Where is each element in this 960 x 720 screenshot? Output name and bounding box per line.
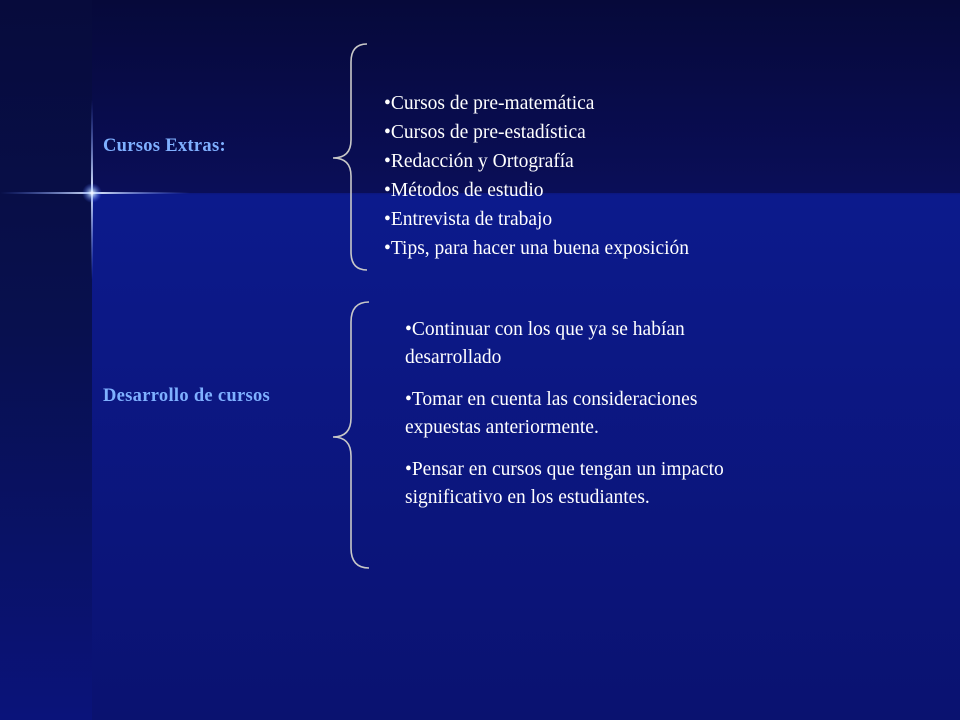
brace-2: [325, 298, 375, 573]
extra-courses-list: [384, 89, 689, 263]
brace-1: [325, 40, 375, 275]
list-item: •Cursos de pre-matemática: [384, 93, 595, 114]
list-item: •Tomar en cuenta las consideraciones expuestas anteriormente.: [405, 389, 698, 438]
heading-desarrollo-de-cursos: Desarrollo de cursos: [103, 386, 270, 406]
list-item: •Continuar con los que ya se habían desarrollado: [405, 319, 685, 368]
heading-cursos-extras: Cursos Extras:: [103, 136, 226, 156]
list-item: •Redacción y Ortografía: [384, 151, 574, 172]
list-item: •Métodos de estudio: [384, 180, 544, 201]
course-development-list: [405, 316, 735, 526]
list-item: •Tips, para hacer una buena exposición: [384, 238, 690, 259]
list-item: •Cursos de pre-estadística: [384, 122, 586, 143]
list-item: •Pensar en cursos que tengan un impacto significativo en los estudiantes.: [405, 459, 724, 508]
list-item: •Entrevista de trabajo: [384, 209, 553, 230]
